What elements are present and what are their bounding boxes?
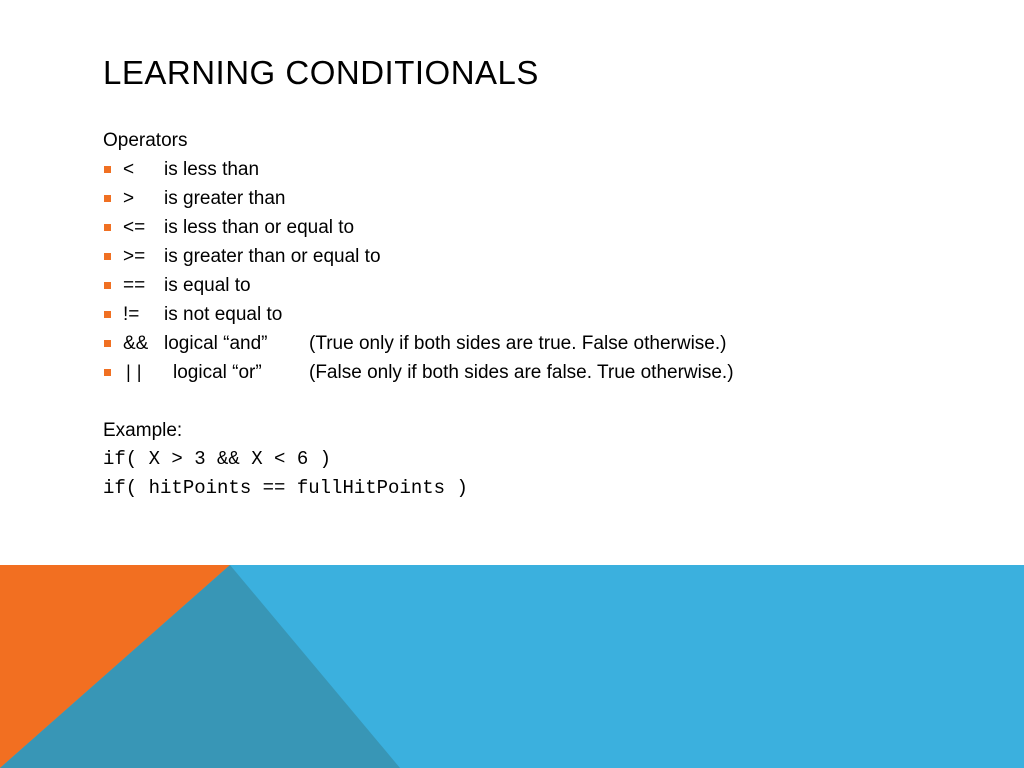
- operator-meaning: logical “or”: [173, 362, 262, 383]
- operator-symbol: &&: [123, 333, 149, 354]
- operator-meaning: is greater than: [164, 188, 286, 209]
- slide-title: LEARNING CONDITIONALS: [103, 54, 539, 91]
- operator-symbol: ||: [123, 364, 145, 384]
- operator-symbol: <: [123, 159, 135, 180]
- operator-meaning: is less than: [164, 159, 260, 180]
- operator-meaning: is greater than or equal to: [164, 246, 381, 267]
- operator-meaning: logical “and”: [164, 333, 268, 354]
- operator-explanation: (True only if both sides are true. False otherwise.): [309, 333, 727, 354]
- operator-explanation: (False only if both sides are false. True otherwise.): [309, 362, 734, 383]
- code-line: if( hitPoints == fullHitPoints ): [103, 477, 468, 499]
- code-line: if( X > 3 && X < 6 ): [103, 448, 332, 470]
- operator-symbol: >=: [123, 246, 146, 267]
- operator-meaning: is not equal to: [164, 304, 283, 325]
- example-label: Example:: [103, 420, 183, 441]
- operator-symbol: ==: [123, 275, 146, 296]
- operator-meaning: is less than or equal to: [164, 217, 355, 238]
- operator-symbol: <=: [123, 217, 146, 238]
- section-heading: Operators: [103, 130, 188, 151]
- operator-symbol: >: [123, 188, 135, 209]
- operator-symbol: !=: [123, 304, 140, 325]
- operator-meaning: is equal to: [164, 275, 251, 296]
